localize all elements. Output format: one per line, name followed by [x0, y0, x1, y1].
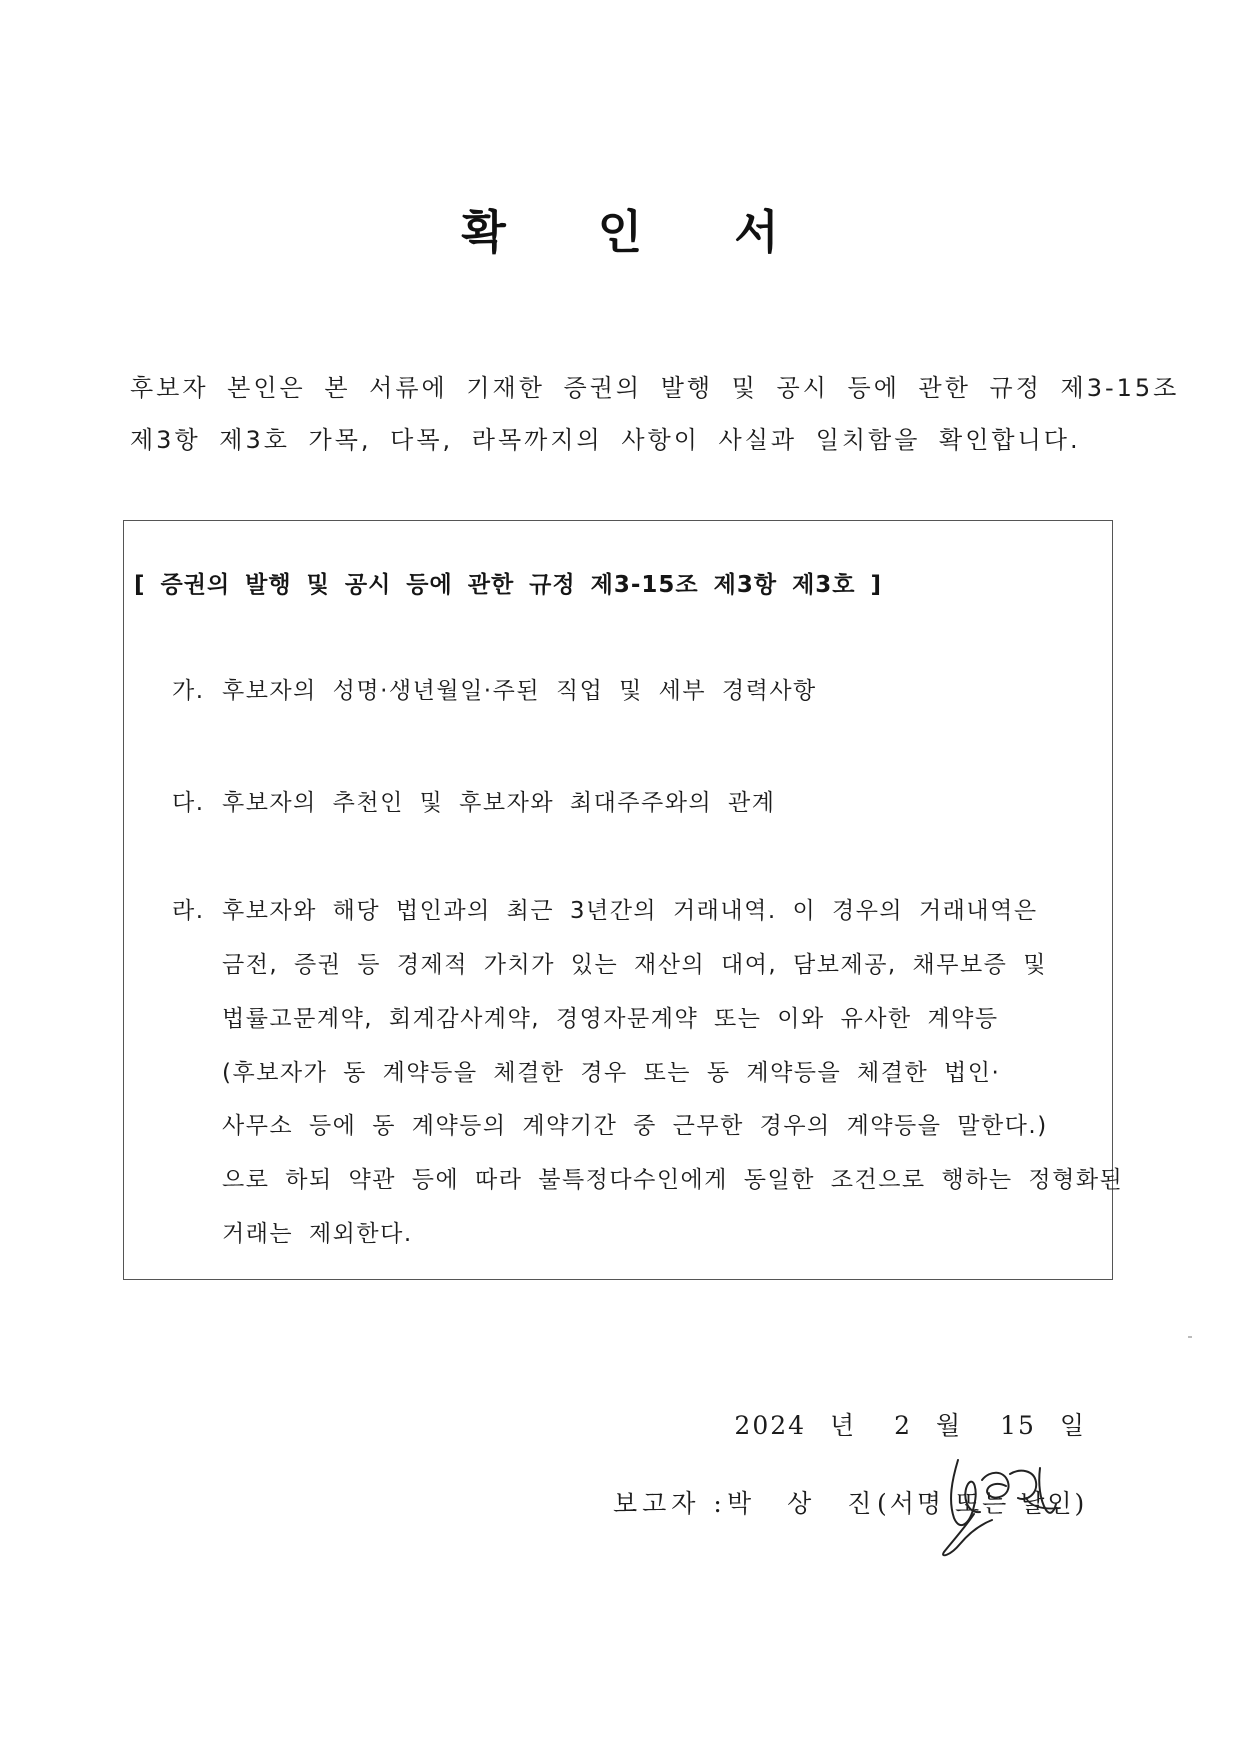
reporter-label: 보고자 :: [613, 1489, 727, 1518]
document-title: 확 인 서: [461, 205, 817, 259]
item-ra-line-5: 사무소 등에 동 계약등의 계약기간 중 근무한 경우의 계약등을 말한다.): [222, 1113, 1048, 1139]
item-ra-line-4: (후보자가 동 계약등을 체결한 경우 또는 동 계약등을 체결한 법인·: [222, 1060, 1001, 1086]
item-marker-ga: 가.: [172, 678, 205, 704]
signature-note: (서명 또는 날인): [877, 1489, 1088, 1518]
item-da-line-1: 후보자의 추천인 및 후보자와 최대주주와의 관계: [222, 790, 776, 816]
handwritten-signature: [930, 1440, 1090, 1560]
item-ra-line-7: 거래는 제외한다.: [222, 1221, 413, 1247]
regulation-heading: [ 증권의 발행 및 공시 등에 관한 규정 제3-15조 제3항 제3호 ]: [134, 572, 883, 598]
date-line: [734, 1406, 1086, 1442]
intro-line-2: 제3항 제3호 가목, 다목, 라목까지의 사항이 사실과 일치함을 확인합니다.: [130, 426, 1081, 454]
date-month: 2: [894, 1411, 913, 1440]
item-ra-line-6: 으로 하되 약관 등에 따라 불특정다수인에게 동일한 조건으로 행하는 정형화된: [222, 1167, 1124, 1193]
date-year-unit: 년: [830, 1411, 857, 1440]
date-year: 2024: [734, 1411, 807, 1440]
date-day-unit: 일: [1059, 1411, 1086, 1440]
item-marker-ra: 라.: [172, 898, 205, 924]
scan-speck: [1188, 1336, 1192, 1338]
item-ra-line-3: 법률고문계약, 회계감사계약, 경영자문계약 또는 이와 유사한 계약등: [222, 1006, 999, 1032]
date-day: 15: [1000, 1411, 1036, 1440]
item-ra-line-2: 금전, 증권 등 경제적 가치가 있는 재산의 대여, 담보제공, 채무보증 및: [222, 952, 1047, 978]
item-marker-da: 다.: [172, 790, 205, 816]
intro-line-1: 후보자 본인은 본 서류에 기재한 증권의 발행 및 공시 등에 관한 규정 제3-15조: [130, 374, 1180, 402]
item-ra-line-1: 후보자와 해당 법인과의 최근 3년간의 거래내역. 이 경우의 거래내역은: [222, 898, 1038, 924]
reporter-name: 박 상 진: [727, 1489, 886, 1518]
item-ga-line-1: 후보자의 성명·생년월일·주된 직업 및 세부 경력사항: [222, 678, 817, 704]
date-month-unit: 월: [935, 1411, 963, 1440]
